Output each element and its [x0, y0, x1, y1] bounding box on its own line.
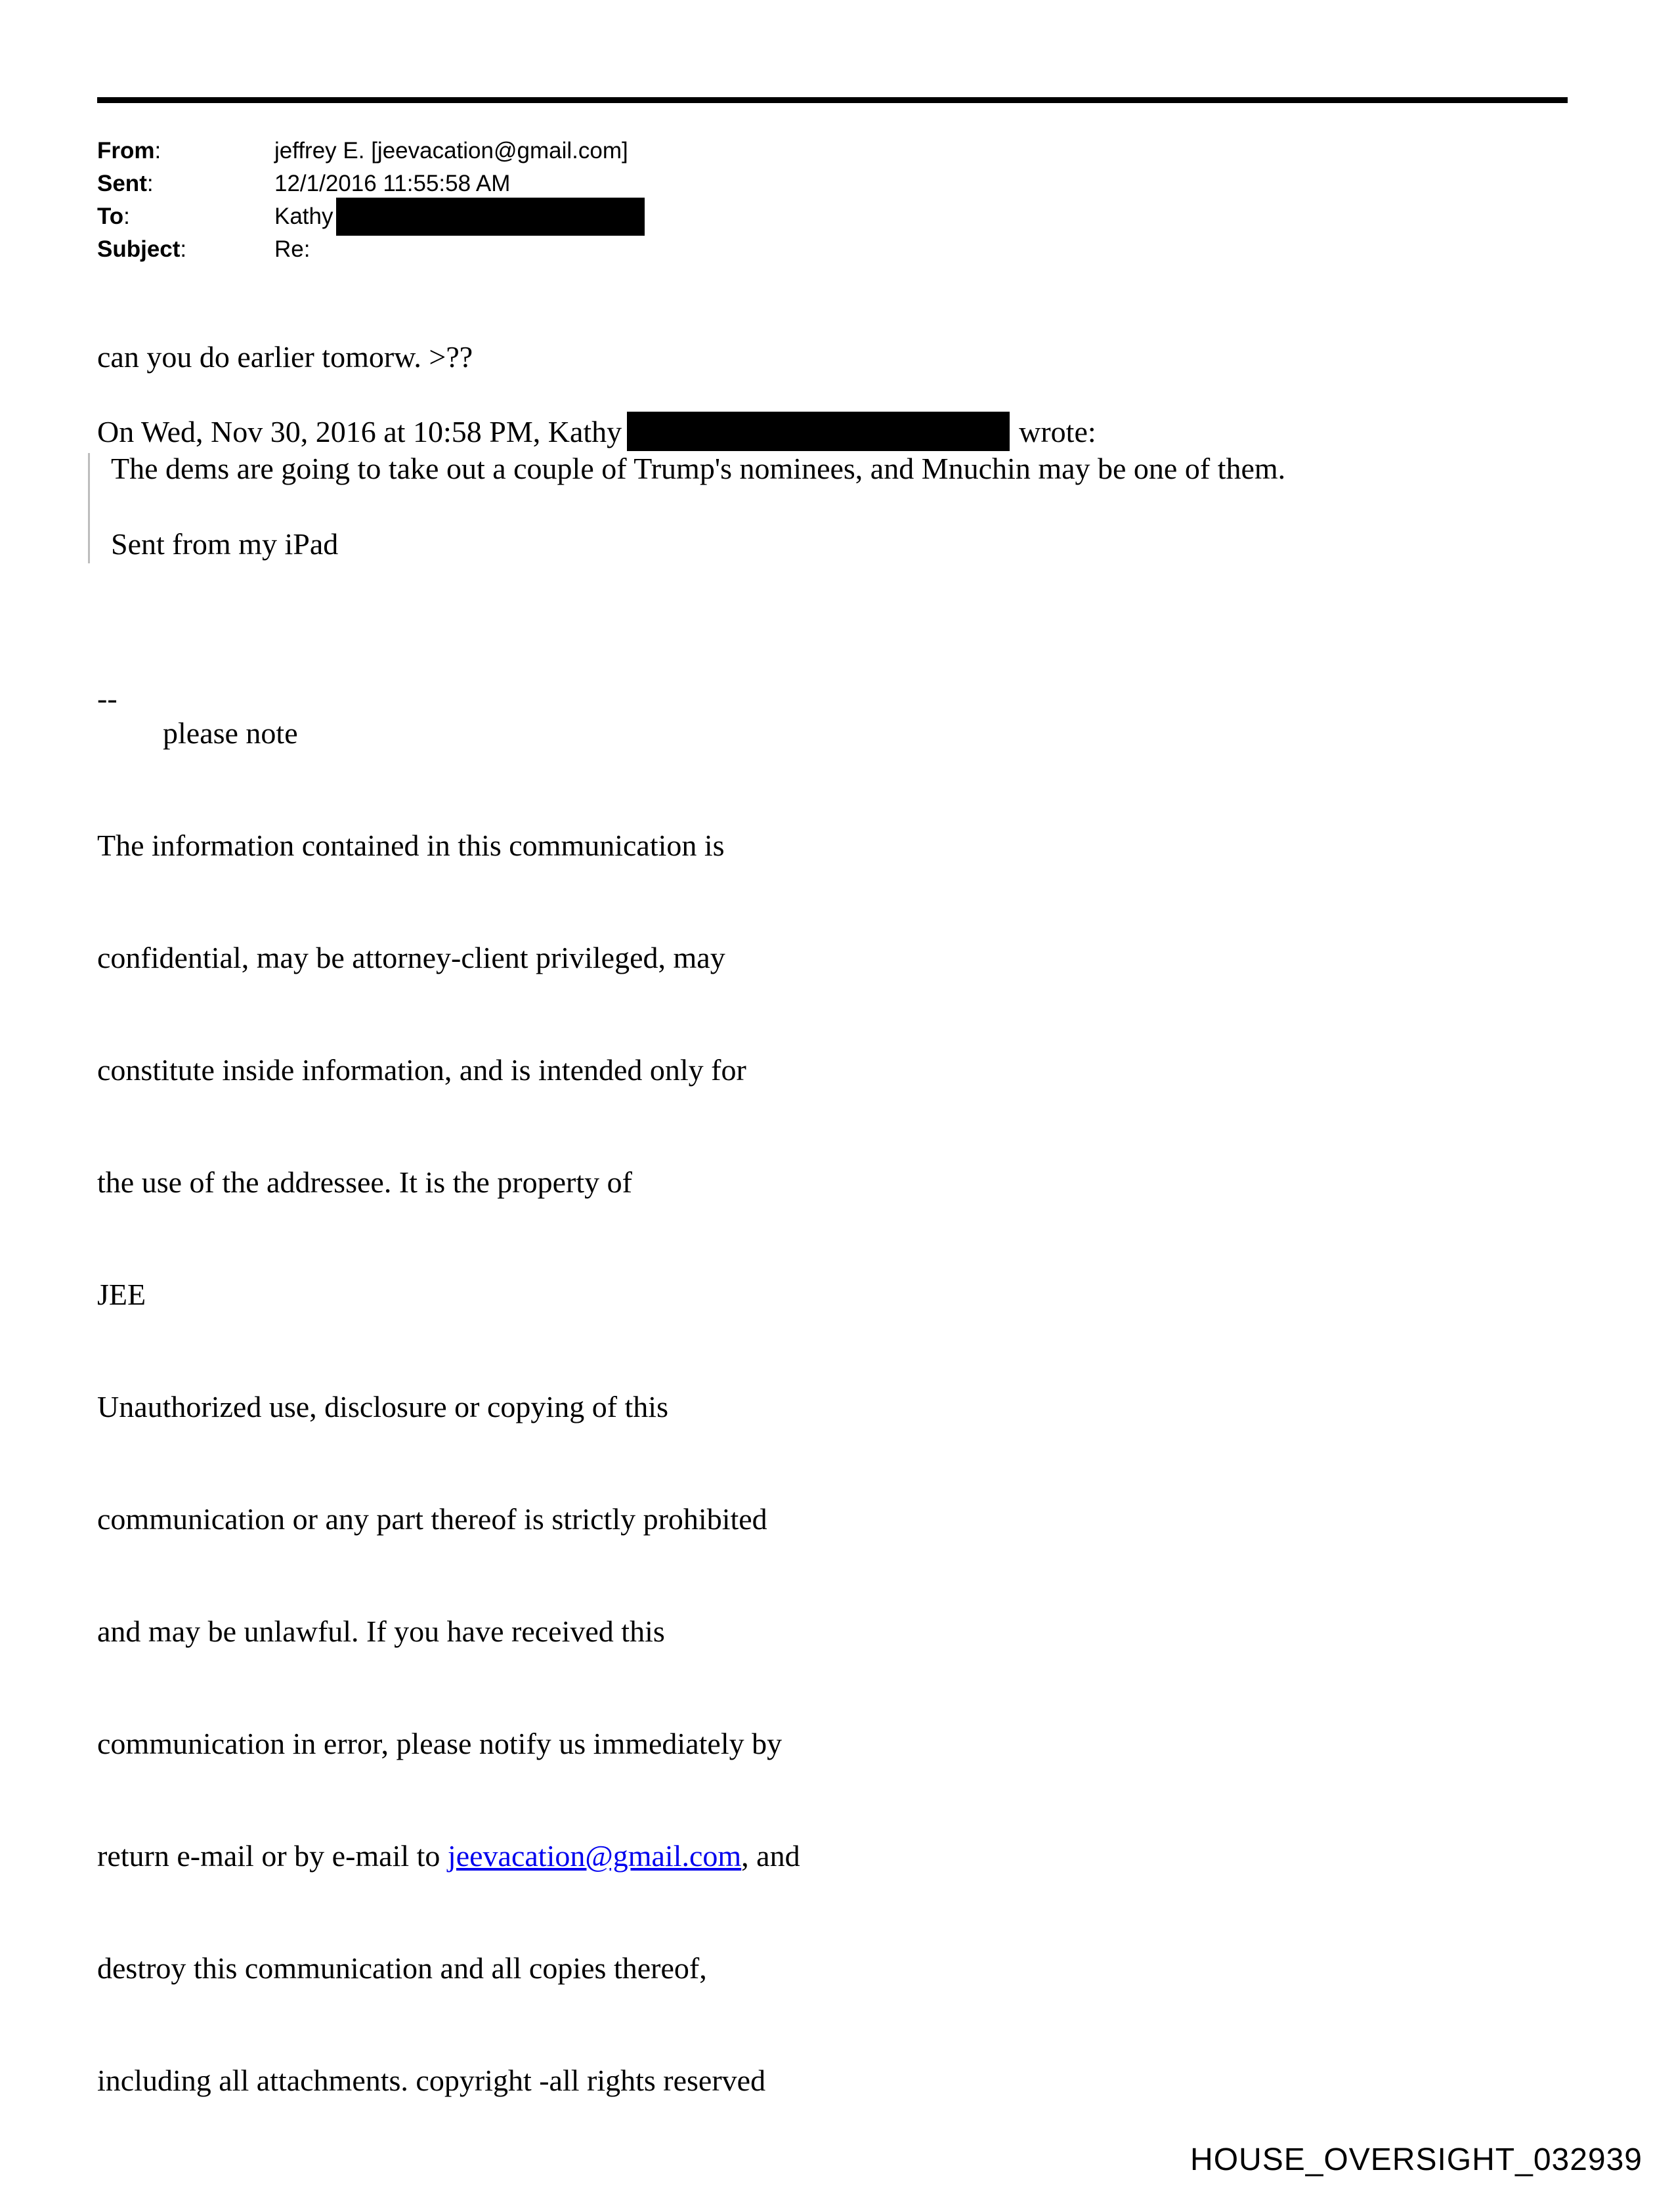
disclaimer-block	[97, 752, 800, 2136]
quoted-intro	[97, 412, 1096, 451]
quoted-line-2: Sent from my iPad	[111, 527, 339, 561]
redaction-block-inline	[627, 412, 1010, 451]
top-rule	[97, 97, 1568, 103]
return-after: , and	[741, 1839, 800, 1873]
signature-dashes: --	[97, 682, 118, 715]
signature-note: please note	[163, 716, 298, 750]
disclaimer-line: communication in error, please notify us immediately by	[97, 1727, 783, 1760]
disclaimer-line	[97, 1837, 800, 1875]
email-header	[97, 135, 645, 266]
disclaimer-line: constitute inside information, and is intended only for	[97, 1053, 746, 1087]
sent-value: 12/1/2016 11:55:58 AM	[274, 171, 511, 196]
subject-label: Subject	[97, 236, 181, 262]
disclaimer-line: including all attachments. copyright -all rights reserved	[97, 2064, 766, 2097]
quoted-intro-after: wrote:	[1019, 415, 1096, 448]
sent-row: Sent: 12/1/2016 11:55:58 AM	[97, 167, 645, 200]
subject-value: Re:	[274, 236, 311, 262]
from-row: From: jeffrey E. [jeevacation@gmail.com]	[97, 135, 645, 167]
redaction-block	[336, 198, 645, 236]
subject-row: Subject: Re:	[97, 233, 645, 266]
from-value: jeffrey E. [jeevacation@gmail.com]	[274, 138, 628, 163]
quoted-line-1: The dems are going to take out a couple of Trump's nominees, and Mnuchin may be one of them.	[111, 452, 1286, 485]
disclaimer-line: destroy this communication and all copies thereof,	[97, 1951, 707, 1985]
reply-text: can you do earlier tomorw. >??	[97, 340, 473, 374]
quote-bar	[88, 453, 90, 563]
disclaimer-line: The information contained in this communication is	[97, 829, 725, 862]
disclaimer-line: Unauthorized use, disclosure or copying of this	[97, 1390, 668, 1423]
to-value: Kathy	[274, 204, 333, 229]
email-link[interactable]: jeevacation@gmail.com	[447, 1839, 742, 1873]
disclaimer-line: and may be unlawful. If you have received this	[97, 1615, 665, 1648]
disclaimer-line: JEE	[97, 1278, 146, 1311]
bates-number: HOUSE_OVERSIGHT_032939	[1190, 2142, 1642, 2177]
return-before: return e-mail or by e-mail to	[97, 1839, 448, 1873]
disclaimer-line: confidential, may be attorney-client privileged, may	[97, 941, 725, 974]
to-row: To: Kathy	[97, 200, 645, 233]
sent-label: Sent	[97, 171, 147, 196]
disclaimer-line: communication or any part thereof is strictly prohibited	[97, 1502, 767, 1536]
from-label: From	[97, 138, 155, 163]
to-label: To	[97, 204, 124, 229]
quoted-intro-before: On Wed, Nov 30, 2016 at 10:58 PM, Kathy	[97, 415, 622, 448]
disclaimer-line: the use of the addressee. It is the property of	[97, 1165, 632, 1199]
